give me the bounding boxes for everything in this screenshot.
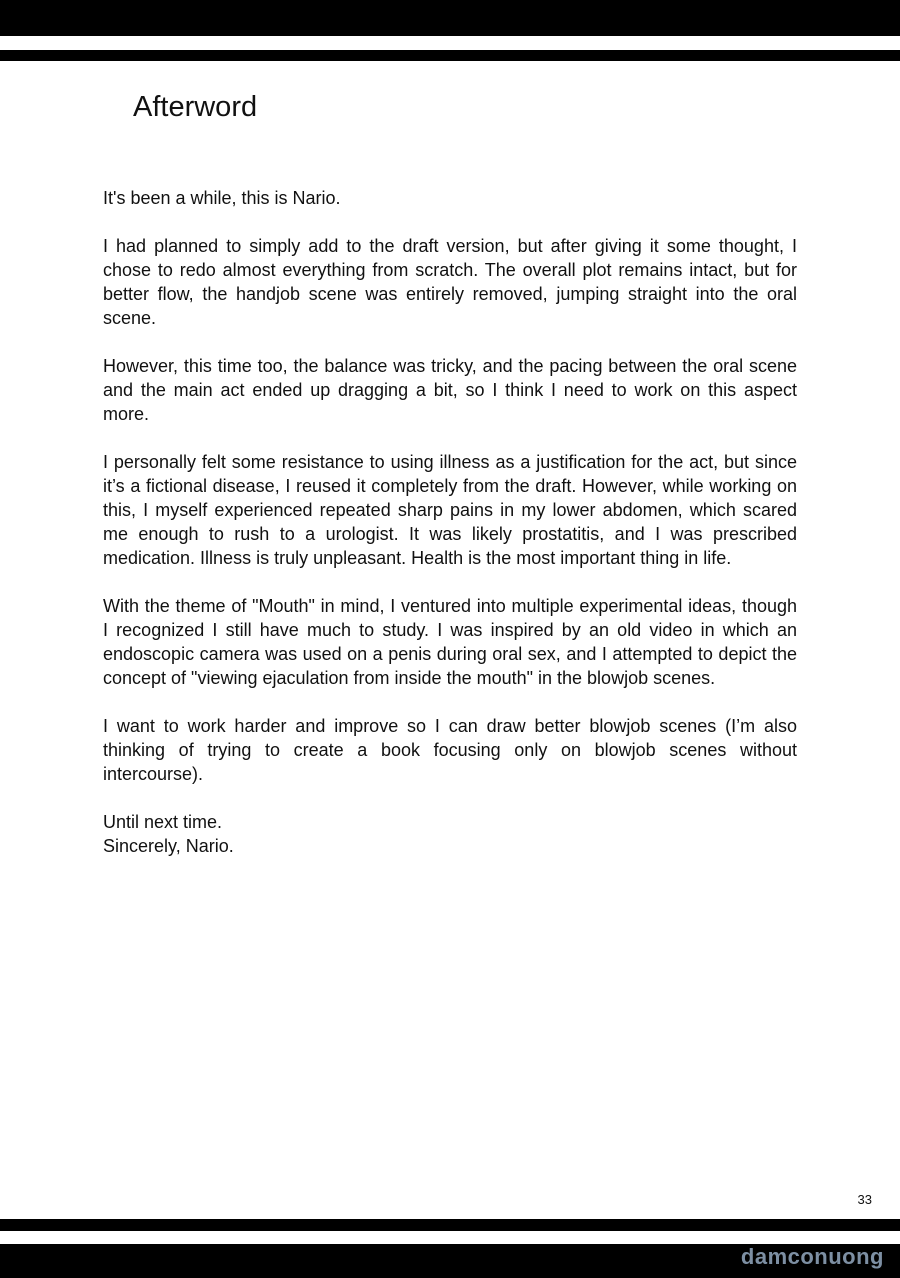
closing-farewell: Until next time. bbox=[103, 812, 223, 832]
paragraph-greeting: It's been a while, this is Nario. bbox=[103, 188, 341, 208]
site-watermark: damconuong bbox=[740, 1244, 884, 1269]
bottom-border-stripe bbox=[0, 1219, 900, 1231]
paragraph-theme: With the theme of "Mouth" in mind, I ventured into multiple experimental ideas, though I recognized I still have much to study. I was inspired by an old video in which an endoscopic camera was used on a penis during oral sex, and I attempted to depict the concept of "viewing ejaculation from inside the mouth" in the blowjob scenes. bbox=[103, 596, 797, 688]
paragraph-draft-revision: I had planned to simply add to the draft version, but after giving it some thought, I chose to redo almost everything from scratch. The overall plot remains intact, but for better flow, the handjob scene was entirely removed, jumping straight into the oral scene. bbox=[103, 236, 797, 328]
paragraph-goals: I want to work harder and improve so I can draw better blowjob scenes (I’m also thinking of trying to create a book focusing only on blowjob scenes without intercourse). bbox=[103, 716, 797, 784]
page-title: Afterword bbox=[133, 91, 258, 123]
closing-block bbox=[103, 810, 797, 858]
closing-signature: Sincerely, Nario. bbox=[103, 836, 234, 856]
afterword-body bbox=[103, 186, 797, 858]
paragraph-illness: I personally felt some resistance to using illness as a justification for the act, but since it’s a fictional disease, I reused it completely from the draft. However, while working on this, I myself experienced repeated sharp pains in my lower abdomen, which scared me enough to rush to a urologist. It was likely prostatitis, and I was prescribed medication. Illness is truly unpleasant. Health is the most important thing in life. bbox=[103, 452, 797, 568]
page-number: 33 bbox=[857, 1192, 872, 1207]
top-border-band bbox=[0, 0, 900, 36]
paragraph-pacing: However, this time too, the balance was tricky, and the pacing between the oral scene and the main act ended up dragging a bit, so I think I need to work on this aspect more. bbox=[103, 356, 797, 424]
top-border-stripe bbox=[0, 50, 900, 61]
